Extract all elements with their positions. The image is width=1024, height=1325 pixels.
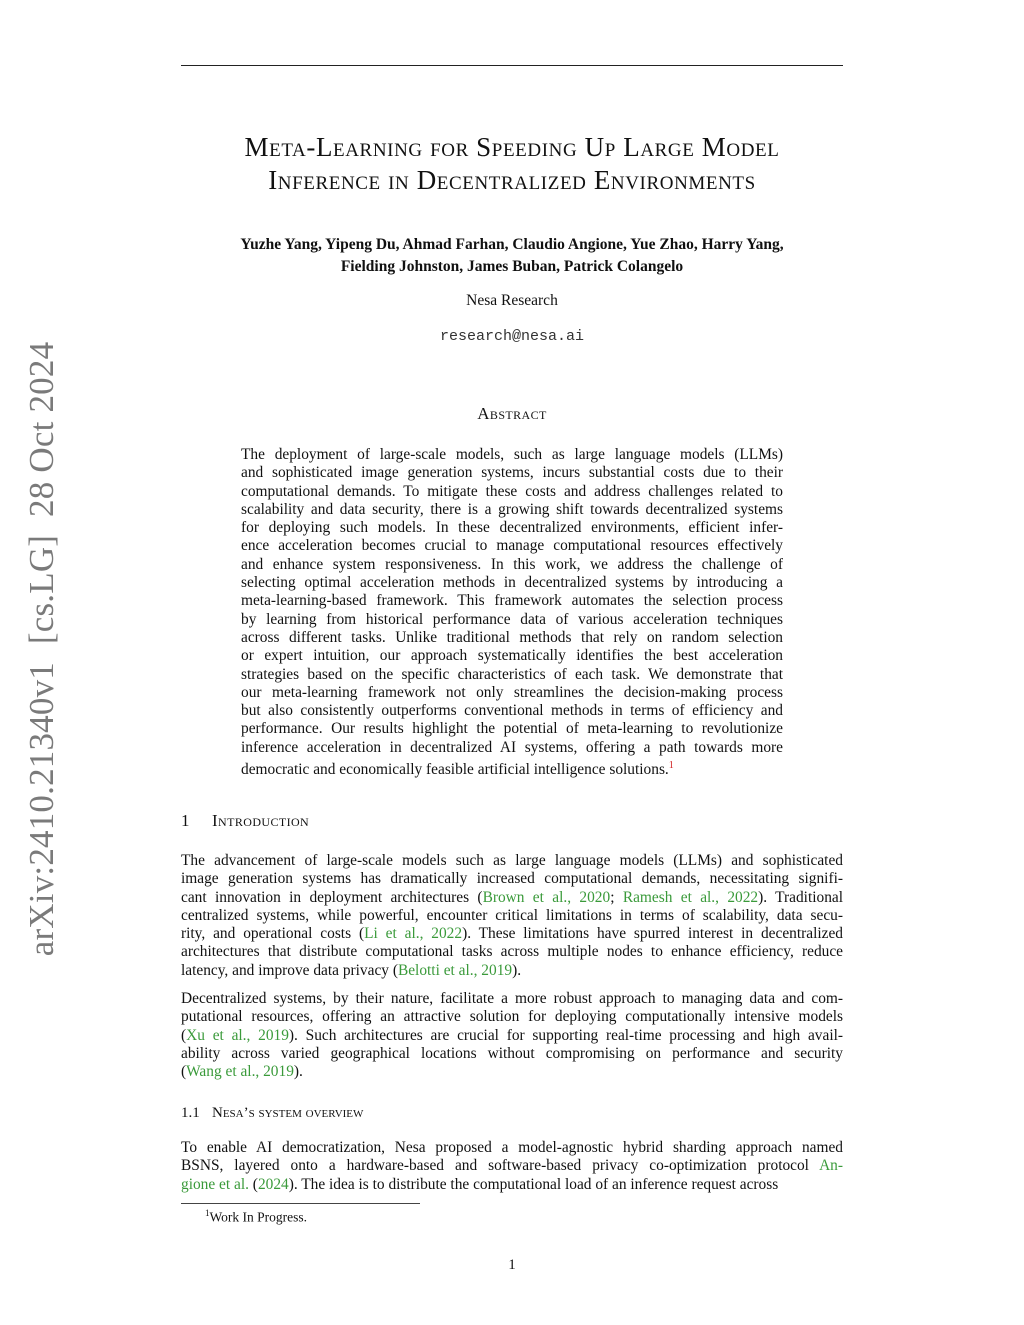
- intro-paragraph-2: [181, 990, 843, 1081]
- text-run: for deploying such models. In these decentralized environments, efficient infer-: [241, 519, 783, 537]
- contact-email[interactable]: research@nesa.ai: [439, 328, 585, 345]
- citation-link[interactable]: 2024: [257, 1175, 289, 1193]
- text-run: but also consistently outperforms conventional methods in terms of efficiency and: [241, 702, 783, 720]
- text-run: across different tasks. Unlike traditional methods that rely on random selection: [241, 628, 783, 646]
- citation-link[interactable]: Belotti et al., 2019: [397, 961, 513, 979]
- text-run: our meta-learning framework not only streamlines the decision-making process: [241, 683, 783, 701]
- text-run: (: [181, 1063, 187, 1081]
- text-run: or expert intuition, our approach systematically identifies the best acceleration: [241, 647, 783, 665]
- subsection-title: Nesa’s system overview: [212, 1105, 364, 1121]
- text-line: [181, 1008, 843, 1026]
- text-line: [241, 592, 783, 610]
- text-run: and sophisticated image generation systems, incurs substantial costs due to their: [241, 464, 783, 482]
- citation-link[interactable]: Xu et al., 2019: [186, 1026, 289, 1044]
- text-line: [181, 1176, 843, 1194]
- text-run: rity, and operational costs (: [181, 925, 365, 943]
- section-number: 1: [181, 811, 190, 830]
- citation-link[interactable]: gione et al.: [181, 1175, 249, 1193]
- text-line: [241, 556, 783, 574]
- footnote-rule: [181, 1203, 420, 1204]
- citation-link[interactable]: Li et al., 2022: [364, 925, 463, 943]
- text-run: computational demands. To mitigate these costs and address challenges related to: [241, 482, 783, 500]
- text-run: meta-learning-based framework. This framework automates the selection process: [241, 592, 783, 610]
- text-line: [241, 446, 783, 464]
- text-line: [181, 1063, 843, 1081]
- text-run: architectures that distribute computational tasks across multiple nodes to enhance efficiency, reduce: [181, 943, 843, 961]
- page-number: 1: [508, 1257, 516, 1273]
- citation-link[interactable]: Ramesh et al., 2022: [622, 888, 759, 906]
- text-line: [241, 501, 783, 519]
- affiliation: Nesa Research: [466, 292, 558, 309]
- footnote-text: Work In Progress.: [209, 1209, 308, 1225]
- subsection-number: 1.1: [181, 1105, 200, 1121]
- text-run: centralized systems, while powerful, encounter critical limitations in terms of scalability, data secu-: [181, 906, 843, 924]
- citation-link[interactable]: Wang et al., 2019: [186, 1063, 294, 1081]
- text-line: [241, 464, 783, 482]
- text-run: by learning from historical performance data of various acceleration techniques: [241, 610, 783, 628]
- text-line: [241, 611, 783, 629]
- text-run: ence acceleration becomes crucial to manage computational resources effectively: [241, 537, 783, 555]
- text-line: [181, 962, 843, 980]
- text-run: strategies based on the specific characteristics of each task. We demonstrate that: [241, 665, 783, 683]
- text-line: [241, 537, 783, 555]
- text-run: and enhance system responsiveness. In this work, we address the challenge of: [241, 555, 783, 573]
- text-line: [241, 647, 783, 665]
- text-line: [241, 702, 783, 720]
- citation-link[interactable]: An-: [819, 1157, 843, 1175]
- text-run: The deployment of large-scale models, such as large language models (LLMs): [241, 446, 783, 463]
- paper-title: [0, 131, 1024, 197]
- text-run: (: [248, 1175, 258, 1193]
- text-line: [181, 907, 843, 925]
- text-line: [181, 925, 843, 943]
- title-line-1: Meta-Learning for Speeding Up Large Model: [244, 132, 780, 162]
- text-run: ). Traditional: [758, 888, 843, 906]
- text-line: [241, 757, 783, 779]
- text-run: BSNS, layered onto a hardware-based and software-based privacy co-optimization protocol: [181, 1157, 820, 1175]
- citation-link[interactable]: Brown et al., 2020: [482, 888, 611, 906]
- text-run: ). These limitations have spurred interest in decentralized: [462, 925, 843, 943]
- author-list: [0, 234, 1024, 278]
- text-line: [181, 1157, 843, 1175]
- text-run: latency, and improve data privacy (: [181, 961, 398, 979]
- arxiv-sidebar-stamp: arXiv:2410.21340v1 [cs.LG] 28 Oct 2024: [22, 341, 61, 957]
- intro-paragraph-1: [181, 852, 843, 980]
- text-line: [241, 574, 783, 592]
- text-run: inference acceleration in decentralized AI systems, offering a path towards more: [241, 738, 783, 756]
- footnote-mark: 1: [205, 1208, 210, 1218]
- title-line-2: Inference in Decentralized Environments: [268, 165, 756, 195]
- text-line: [241, 483, 783, 501]
- text-run: putational resources, offering an attractive solution for deploying computationally intensive models: [181, 1008, 843, 1026]
- subsection-paragraph: [181, 1139, 843, 1194]
- text-line: [181, 990, 843, 1008]
- authors-line-1: Yuzhe Yang, Yipeng Du, Ahmad Farhan, Claudio Angione, Yue Zhao, Harry Yang,: [240, 236, 784, 253]
- text-line: [241, 629, 783, 647]
- abstract-heading: Abstract: [477, 404, 547, 423]
- text-run: (: [181, 1026, 187, 1044]
- text-line: [181, 1139, 843, 1157]
- text-line: [241, 666, 783, 684]
- text-run: Decentralized systems, by their nature, facilitate a more robust approach to managing data and com-: [181, 990, 843, 1007]
- text-line: [241, 720, 783, 738]
- text-run: ). Such architectures are crucial for supporting real-time processing and high avail-: [288, 1026, 843, 1044]
- text-line: [181, 943, 843, 961]
- text-run: cant innovation in deployment architectures (: [181, 888, 483, 906]
- section-title: Introduction: [212, 811, 310, 830]
- top-rule: [181, 65, 843, 66]
- text-run: scalability and data security, there is a growing shift towards decentralized systems: [241, 500, 783, 518]
- footnote-ref-link[interactable]: 1: [668, 760, 674, 772]
- subsection-heading: [181, 1105, 363, 1122]
- footnote: [205, 1208, 307, 1226]
- text-line: [181, 1027, 843, 1045]
- text-run: ). The idea is to distribute the computational load of an inference request across: [288, 1175, 779, 1193]
- text-run: To enable AI democratization, Nesa proposed a model-agnostic hybrid sharding approach named: [181, 1139, 843, 1156]
- abstract-body: [241, 446, 783, 779]
- text-line: [241, 739, 783, 757]
- text-run: ).: [293, 1063, 303, 1081]
- text-run: The advancement of large-scale models such as large language models (LLMs) and sophisticated: [181, 852, 843, 869]
- text-line: [181, 870, 843, 888]
- text-line: [181, 1045, 843, 1063]
- text-run: democratic and economically feasible artificial intelligence solutions.: [241, 761, 669, 779]
- section-introduction-heading: [181, 811, 309, 831]
- text-run: selecting optimal acceleration methods in decentralized systems by introducing a: [241, 574, 783, 592]
- text-run: image generation systems has dramatically increased computational demands, necessitating signifi-: [181, 870, 843, 888]
- text-line: [181, 852, 843, 870]
- text-line: [241, 519, 783, 537]
- text-line: [181, 889, 843, 907]
- text-line: [241, 684, 783, 702]
- authors-line-2: Fielding Johnston, James Buban, Patrick Colangelo: [340, 258, 684, 275]
- text-run: performance. Our results highlight the potential of meta-learning to revolutionize: [241, 720, 783, 738]
- text-run: ).: [512, 961, 522, 979]
- text-run: ability across varied geographical locations without compromising on performance and security: [181, 1044, 843, 1062]
- text-run: ;: [610, 888, 623, 906]
